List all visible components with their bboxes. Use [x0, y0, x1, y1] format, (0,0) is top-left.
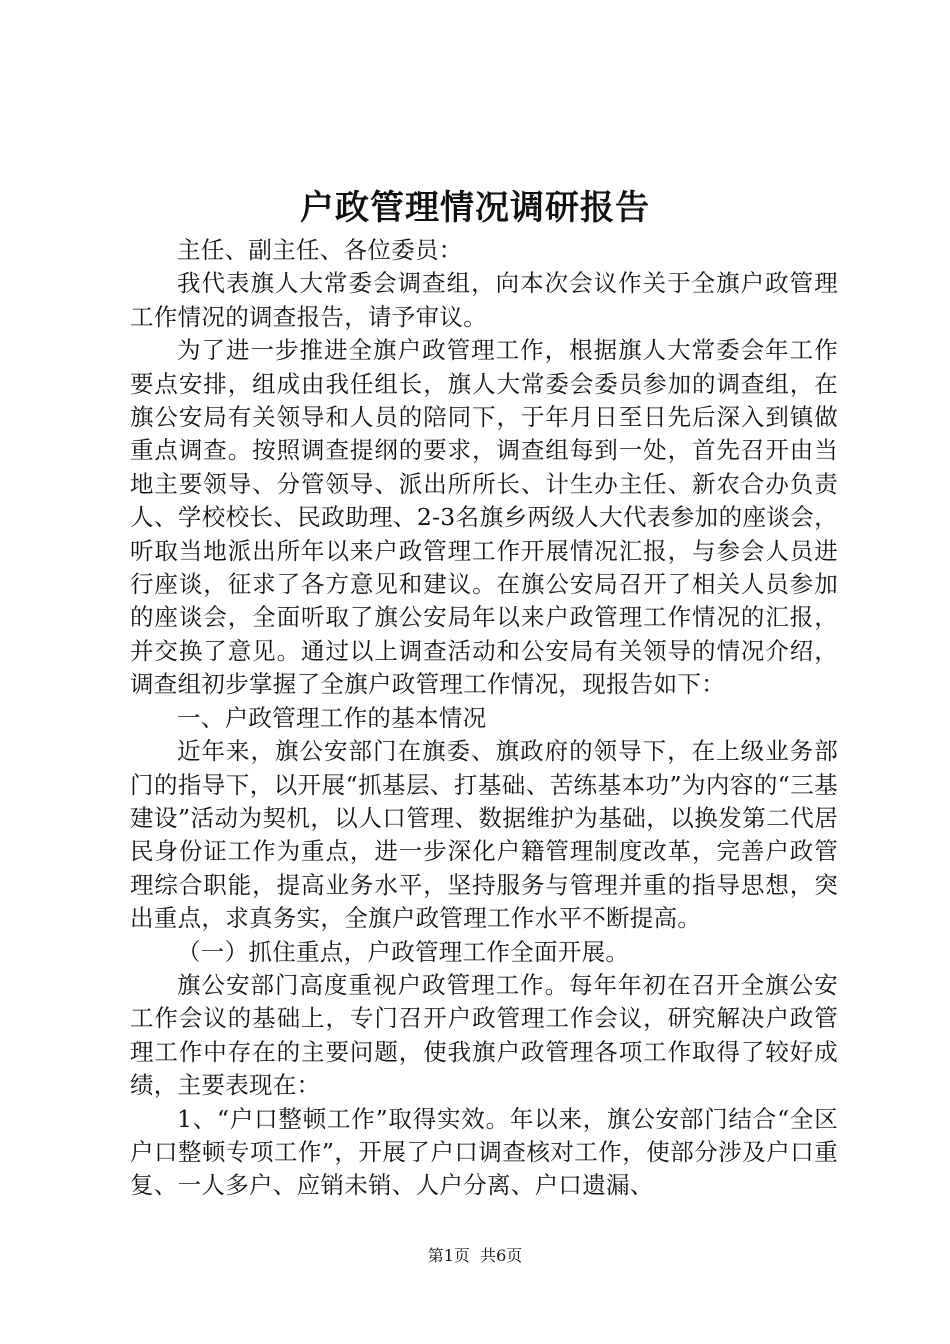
investigation-paragraph: 为了进一步推进全旗户政管理工作，根据旗人大常委会年工作要点安排，组成由我任组长，旗人大常委会委员参加的调查组，在旗公安局有关领导和人员的陪同下，于年月日至日先后深入到镇做重点调查。按照调查提纲的要求，调查组每到一处，首先召开由当地主要领导、分管领导、派出所所长、计生办主任、新农合办负责人、学校校长、民政助理、2-3名旗乡两级人大代表参加的座谈会，听取当地派出所年以来户政管理工作开展情况汇报，与参会人员进行座谈，征求了各方意见和建议。在旗公安局召开了相关人员参加的座谈会，全面听取了旗公安局年以来户政管理工作情况的汇报，并交换了意见。通过以上调查活动和公安局有关领导的情况介绍，调查组初步掌握了全旗户政管理工作情况，现报告如下：	[130, 336, 838, 699]
page-number: 第1页	[427, 1246, 470, 1265]
subsection-heading: （一）抓住重点，户政管理工作全面开展。	[177, 937, 630, 966]
overview-paragraph: 近年来，旗公安部门在旗委、旗政府的领导下，在上级业务部门的指导下，以开展“抓基层、打基础、苦练基本功”为内容的“三基建设”活动为契机，以人口管理、数据维护为基础，以换发第二代居民身份证工作为重点，进一步深化户籍管理制度改革，完善户政管理综合职能，提高业务水平，坚持服务与管理并重的指导思想，突出重点，求真务实，全旗户政管理工作水平不断提高。	[130, 737, 838, 933]
body-paragraph: 旗公安部门高度重视户政管理工作。每年年初在召开全旗公安工作会议的基础上，专门召开户政管理工作会议，研究解决户政管理工作中存在的主要问题，使我旗户政管理各项工作取得了较好成绩，主要表现在：	[130, 970, 838, 1100]
document-body	[130, 234, 838, 1203]
page-footer	[0, 1244, 950, 1268]
document-title: 户政管理情况调研报告	[300, 188, 650, 228]
list-item-paragraph: 1、“户口整顿工作”取得实效。年以来，旗公安部门结合“全区户口整顿专项工作”，开展了户口调查核对工作，使部分涉及户口重复、一人多户、应销未销、人户分离、户口遗漏、	[130, 1104, 838, 1200]
intro-paragraph: 我代表旗人大常委会调查组，向本次会议作关于全旗户政管理工作情况的调查报告，请予审议。	[130, 269, 838, 331]
page-total: 共6页	[480, 1246, 523, 1265]
salutation-paragraph: 主任、副主任、各位委员：	[177, 236, 463, 264]
section-heading: 一、户政管理工作的基本情况	[177, 703, 487, 732]
